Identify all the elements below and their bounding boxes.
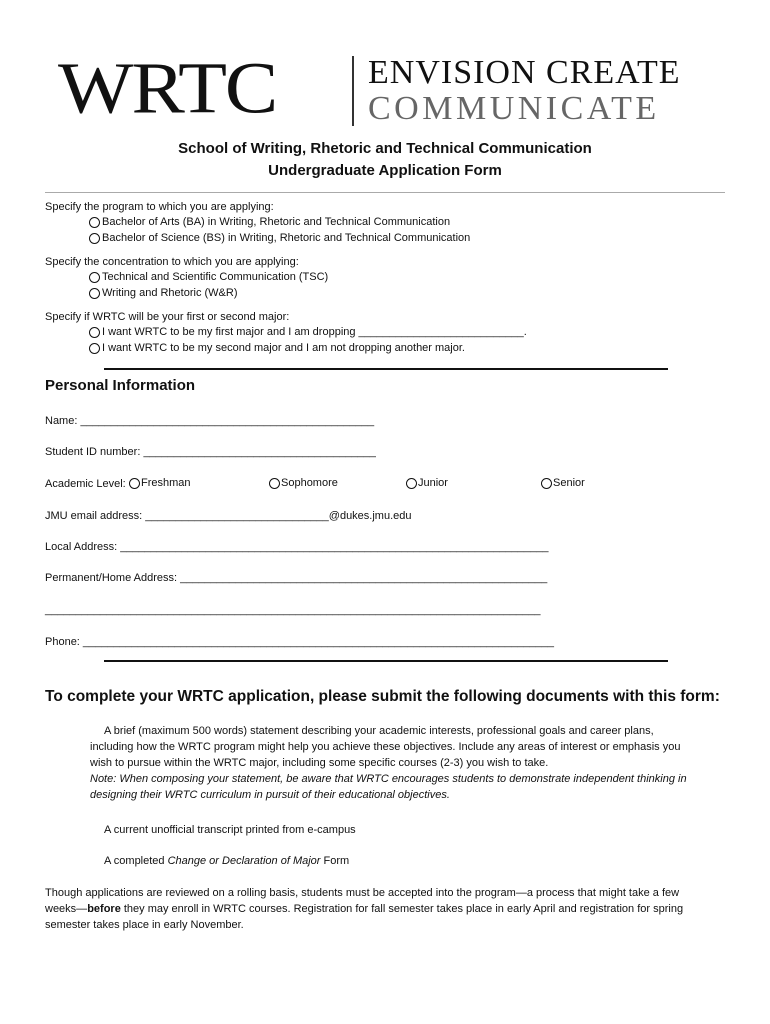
transcript-requirement: A current unofficial transcript printed from e-campus <box>104 824 356 836</box>
major-option-first[interactable] <box>89 325 527 339</box>
logo-divider <box>352 56 354 126</box>
statement-line-1: A brief (maximum 500 words) statement describing your academic interests, professional goals and career plans, <box>104 725 654 737</box>
program-option-ba-label: Bachelor of Arts (BA) in Writing, Rhetoric and Technical Communication <box>102 216 451 228</box>
radio-first-major[interactable] <box>89 327 100 338</box>
header-divider <box>45 192 725 193</box>
footer-line-2 <box>45 901 735 917</box>
major-prompt: Specify if WRTC will be your first or second major: <box>45 311 290 323</box>
level-senior-label: Senior <box>553 477 585 489</box>
academic-level-label: Academic Level: <box>45 478 126 490</box>
radio-junior[interactable] <box>406 478 417 489</box>
level-sophomore-label: Sophomore <box>281 477 338 489</box>
footer-paragraph <box>45 885 735 933</box>
program-option-bs-label: Bachelor of Science (BS) in Writing, Rhetoric and Technical Communication <box>102 232 471 244</box>
footer-line-1: Though applications are reviewed on a rolling basis, students must be accepted into the program—a process that might take a few <box>45 887 680 899</box>
radio-bs[interactable] <box>89 233 100 244</box>
level-option-junior[interactable] <box>406 477 448 489</box>
declaration-pre: A completed <box>104 855 168 867</box>
program-option-ba[interactable] <box>89 215 450 229</box>
major-option-second-label: I want WRTC to be my second major and I am not dropping another major. <box>102 342 465 354</box>
statement-note-2: designing their WRTC curriculum in pursuit of their educational objectives. <box>90 789 450 801</box>
wrtc-logo <box>58 48 718 132</box>
major-option-first-label: I want WRTC to be my first major and I am dropping ___________________________. <box>102 326 527 338</box>
section-divider-2 <box>104 660 668 662</box>
student-id-field[interactable]: Student ID number: ______________________________________ <box>45 446 376 458</box>
concentration-option-tsc-label: Technical and Scientific Communication (TSC) <box>102 271 329 283</box>
footer-line-2-post: they may enroll in WRTC courses. Registration for fall semester takes place in early April and registration for spring <box>120 903 684 915</box>
logo-tagline-2: COMMUNICATE <box>368 90 660 127</box>
statement-line-3: wish to pursue within the WRTC major, including some specific courses (2-3) you wish to take. <box>90 757 549 769</box>
logo-wordmark: WRTC <box>58 48 277 130</box>
concentration-prompt: Specify the concentration to which you are applying: <box>45 256 299 268</box>
statement-requirement <box>90 723 730 803</box>
program-option-bs[interactable] <box>89 231 470 245</box>
submit-heading: To complete your WRTC application, please submit the following documents with this form: <box>45 688 720 705</box>
local-address-field[interactable]: Local Address: ______________________________________________________________________ <box>45 541 549 553</box>
statement-line-2: including how the WRTC program might help you achieve these objectives. Include any areas of interest or emphasis you <box>90 741 681 753</box>
phone-field[interactable]: Phone: _____________________________________________________________________________ <box>45 636 554 648</box>
level-option-senior[interactable] <box>541 477 585 489</box>
address-line-2-field[interactable]: _________________________________________________________________________________ <box>45 604 541 616</box>
level-freshman-label: Freshman <box>141 477 191 489</box>
footer-line-3: semester takes place in early November. <box>45 919 244 931</box>
radio-second-major[interactable] <box>89 343 100 354</box>
radio-freshman[interactable] <box>129 478 140 489</box>
logo-tagline-1: ENVISION CREATE <box>368 54 681 91</box>
concentration-option-wr-label: Writing and Rhetoric (W&R) <box>102 287 238 299</box>
program-prompt: Specify the program to which you are applying: <box>45 201 274 213</box>
footer-before-emphasis: before <box>87 903 121 915</box>
section-divider-1 <box>104 368 668 370</box>
radio-tsc[interactable] <box>89 272 100 283</box>
form-title-school: School of Writing, Rhetoric and Technical Communication <box>178 140 592 157</box>
statement-note-1: Note: When composing your statement, be aware that WRTC encourages students to demonstrate independent thinking in <box>90 773 687 785</box>
email-field[interactable]: JMU email address: ______________________________@dukes.jmu.edu <box>45 510 412 522</box>
declaration-form-name: Change or Declaration of Major <box>167 855 321 867</box>
form-title-application: Undergraduate Application Form <box>268 162 502 179</box>
radio-ba[interactable] <box>89 217 100 228</box>
radio-wr[interactable] <box>89 288 100 299</box>
level-option-freshman[interactable] <box>129 477 191 489</box>
concentration-option-tsc[interactable] <box>89 270 328 284</box>
level-option-sophomore[interactable] <box>269 477 338 489</box>
declaration-post: Form <box>320 855 350 867</box>
radio-senior[interactable] <box>541 478 552 489</box>
name-field[interactable]: Name: ________________________________________________ <box>45 415 375 427</box>
radio-sophomore[interactable] <box>269 478 280 489</box>
permanent-address-field[interactable]: Permanent/Home Address: ____________________________________________________________ <box>45 572 548 584</box>
concentration-option-wr[interactable] <box>89 286 238 300</box>
level-junior-label: Junior <box>418 477 448 489</box>
personal-info-heading: Personal Information <box>45 377 196 394</box>
footer-line-2-pre: weeks— <box>45 903 88 915</box>
major-option-second[interactable] <box>89 341 465 355</box>
declaration-requirement <box>104 854 349 868</box>
